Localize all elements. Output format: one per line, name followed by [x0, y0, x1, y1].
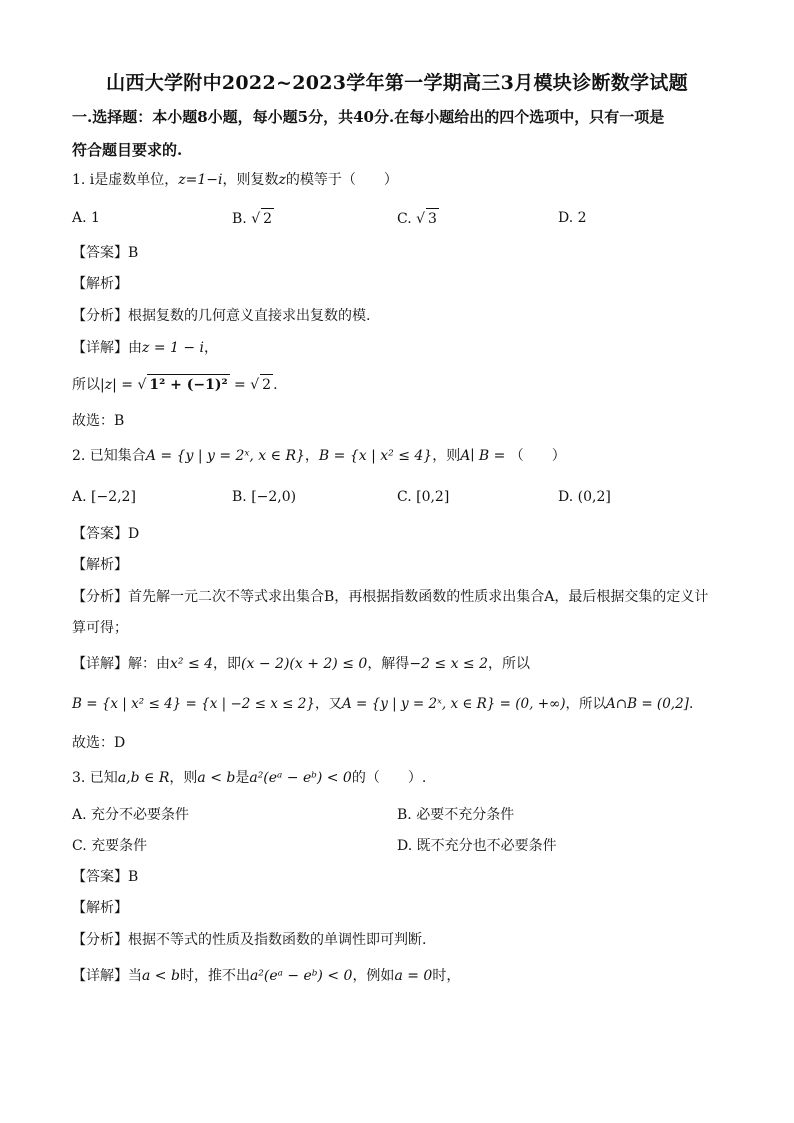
q3-option-c: C. 充要条件: [72, 838, 148, 854]
q1-stem: [72, 170, 398, 190]
q1-option-c: [397, 208, 439, 229]
q3-stem-math2: a < b: [197, 770, 236, 786]
q2-option-b: B. [−2,0): [232, 489, 297, 505]
q2-xj1-text-a: 【详解】解：由: [72, 656, 170, 672]
q3-xj-text-d: 时，: [432, 968, 461, 984]
q2-xiangjie-line2: [72, 694, 693, 714]
q1-xiangjie-text-b: ，: [204, 340, 219, 356]
q3-option-d: D. 既不充分也不必要条件: [397, 838, 557, 854]
q3-stem: [72, 768, 426, 788]
sqrt-icon: √: [250, 377, 260, 393]
q1-guxuan: 故选：B: [72, 413, 125, 429]
q2-stem-text-a: 2. 已知集合: [72, 448, 146, 464]
q1-option-b-value: 2: [261, 208, 274, 229]
q2-option-a: A. [−2,2]: [72, 489, 136, 505]
q1-suoyi: [72, 374, 278, 395]
q2-xj1-text-d: ，所以: [488, 656, 531, 672]
q1-xiangjie-text-a: 【详解】由: [72, 340, 142, 356]
q1-analysis-heading: 【解析】: [72, 276, 128, 292]
q2-xj1-math3: −2 ≤ x ≤ 2: [409, 656, 489, 672]
q2-xj1-text-b: ，即: [213, 656, 242, 672]
q2-guxuan: 故选：D: [72, 735, 126, 751]
q2-stem-op: A∣ B: [460, 448, 490, 464]
q3-xj-text-c: ，例如: [352, 968, 395, 984]
q2-stem-text-b: ，: [304, 448, 319, 464]
q3-xj-text-a: 【详解】当: [72, 968, 142, 984]
q1-option-c-label: C.: [397, 211, 412, 227]
q2-xj2-text-a: ，又: [314, 696, 342, 712]
q1-suoyi-eq: =: [229, 377, 251, 393]
q2-fenxi-line2: 算可得；: [72, 620, 128, 636]
q3-option-a: A. 充分不必要条件: [72, 807, 190, 823]
q3-xj-math3: a = 0: [394, 968, 433, 984]
section-heading-line2: 符合题目要求的.: [72, 141, 183, 159]
page-title: 山西大学附中2022~2023学年第一学期高三3月模块诊断数学试题: [106, 72, 688, 94]
q2-answer: 【答案】D: [72, 526, 140, 542]
q1-answer: 【答案】B: [72, 245, 139, 261]
q1-stem-math: z=1−i: [178, 172, 223, 188]
q1-suoyi-end: .: [273, 377, 278, 393]
q2-set-b: B = {x | x² ≤ 4}: [318, 448, 433, 464]
q3-stem-math3: a²(eᵃ − eᵇ) < 0: [249, 770, 352, 786]
q2-fenxi-line1: 【分析】首先解一元二次不等式求出集合B，再根据指数函数的性质求出集合A，最后根据交集的定义计: [72, 589, 709, 605]
q1-option-c-value: 3: [426, 208, 439, 229]
q2-stem-text-d: = （ ）: [489, 448, 566, 464]
q3-stem-text-d: 的（ ）.: [351, 770, 427, 786]
q2-xj1-math1: x² ≤ 4: [170, 656, 214, 672]
q1-fenxi: 【分析】根据复数的几何意义直接求出复数的模.: [72, 308, 371, 324]
q1-suoyi-left: |z| =: [100, 377, 133, 393]
q1-suoyi-sqrt-inner: 1² + (−1)²: [147, 374, 229, 395]
q2-xj2-math1: B = {x | x² ≤ 4} = {x | −2 ≤ x ≤ 2}: [72, 696, 315, 712]
q1-xiangjie: [72, 338, 218, 358]
q2-xj2-math2: A = {y | y = 2ˣ, x ∈ R} = (0, +∞): [341, 696, 566, 712]
q1-stem-text-b: ，则复数: [222, 172, 279, 188]
sqrt-icon: √: [137, 377, 147, 393]
q2-xj2-math3: A∩B = (0,2]: [606, 696, 689, 712]
q3-xiangjie: [72, 966, 460, 986]
q3-fenxi: 【分析】根据不等式的性质及指数函数的单调性即可判断.: [72, 932, 427, 948]
q1-stem-z: z: [278, 172, 286, 188]
q2-xj2-text-c: .: [688, 696, 694, 712]
section-heading-line1: 一.选择题：本小题8小题，每小题5分，共40分.在每小题给出的四个选项中，只有一项是: [72, 108, 665, 126]
q1-suoyi-result: 2: [260, 374, 273, 395]
q2-xj1-text-c: ，解得: [367, 656, 410, 672]
q3-stem-math1: a,b ∈ R: [117, 770, 170, 786]
q3-xj-math1: a < b: [142, 968, 180, 984]
q3-stem-text-a: 3. 已知: [72, 770, 118, 786]
q3-option-b: B. 必要不充分条件: [397, 807, 515, 823]
q3-stem-text-c: 是: [235, 770, 250, 786]
q2-analysis-heading: 【解析】: [72, 557, 128, 573]
q2-option-d: D. (0,2]: [558, 489, 611, 505]
q1-suoyi-text: 所以: [72, 377, 100, 393]
sqrt-icon: √: [251, 211, 261, 227]
q1-stem-text-c: 的模等于（ ）: [285, 172, 398, 188]
q2-stem-text-c: ，则: [432, 448, 461, 464]
sqrt-icon: √: [416, 211, 426, 227]
q3-xj-math2: a²(eᵃ − eᵇ) < 0: [249, 968, 353, 984]
q1-option-b-label: B.: [232, 211, 247, 227]
q2-stem: [72, 446, 566, 466]
q3-analysis-heading: 【解析】: [72, 900, 128, 916]
q2-xj2-text-b: ，所以: [565, 696, 607, 712]
q3-stem-text-b: ，则: [169, 770, 198, 786]
q1-option-a: A. 1: [72, 210, 100, 226]
q2-set-a: A = {y | y = 2ˣ, x ∈ R}: [145, 448, 305, 464]
q2-xj1-math2: (x − 2)(x + 2) ≤ 0: [241, 656, 368, 672]
q1-option-d: D. 2: [558, 210, 587, 226]
q2-xiangjie-line1: [72, 654, 530, 674]
q3-answer: 【答案】B: [72, 869, 139, 885]
q1-xiangjie-math: z = 1 − i: [142, 340, 205, 356]
q1-option-b: [232, 208, 274, 229]
q2-option-c: C. [0,2]: [397, 489, 450, 505]
q3-xj-text-b: 时，推不出: [179, 968, 250, 984]
q1-stem-text-a: 1. i是虚数单位，: [72, 172, 179, 188]
